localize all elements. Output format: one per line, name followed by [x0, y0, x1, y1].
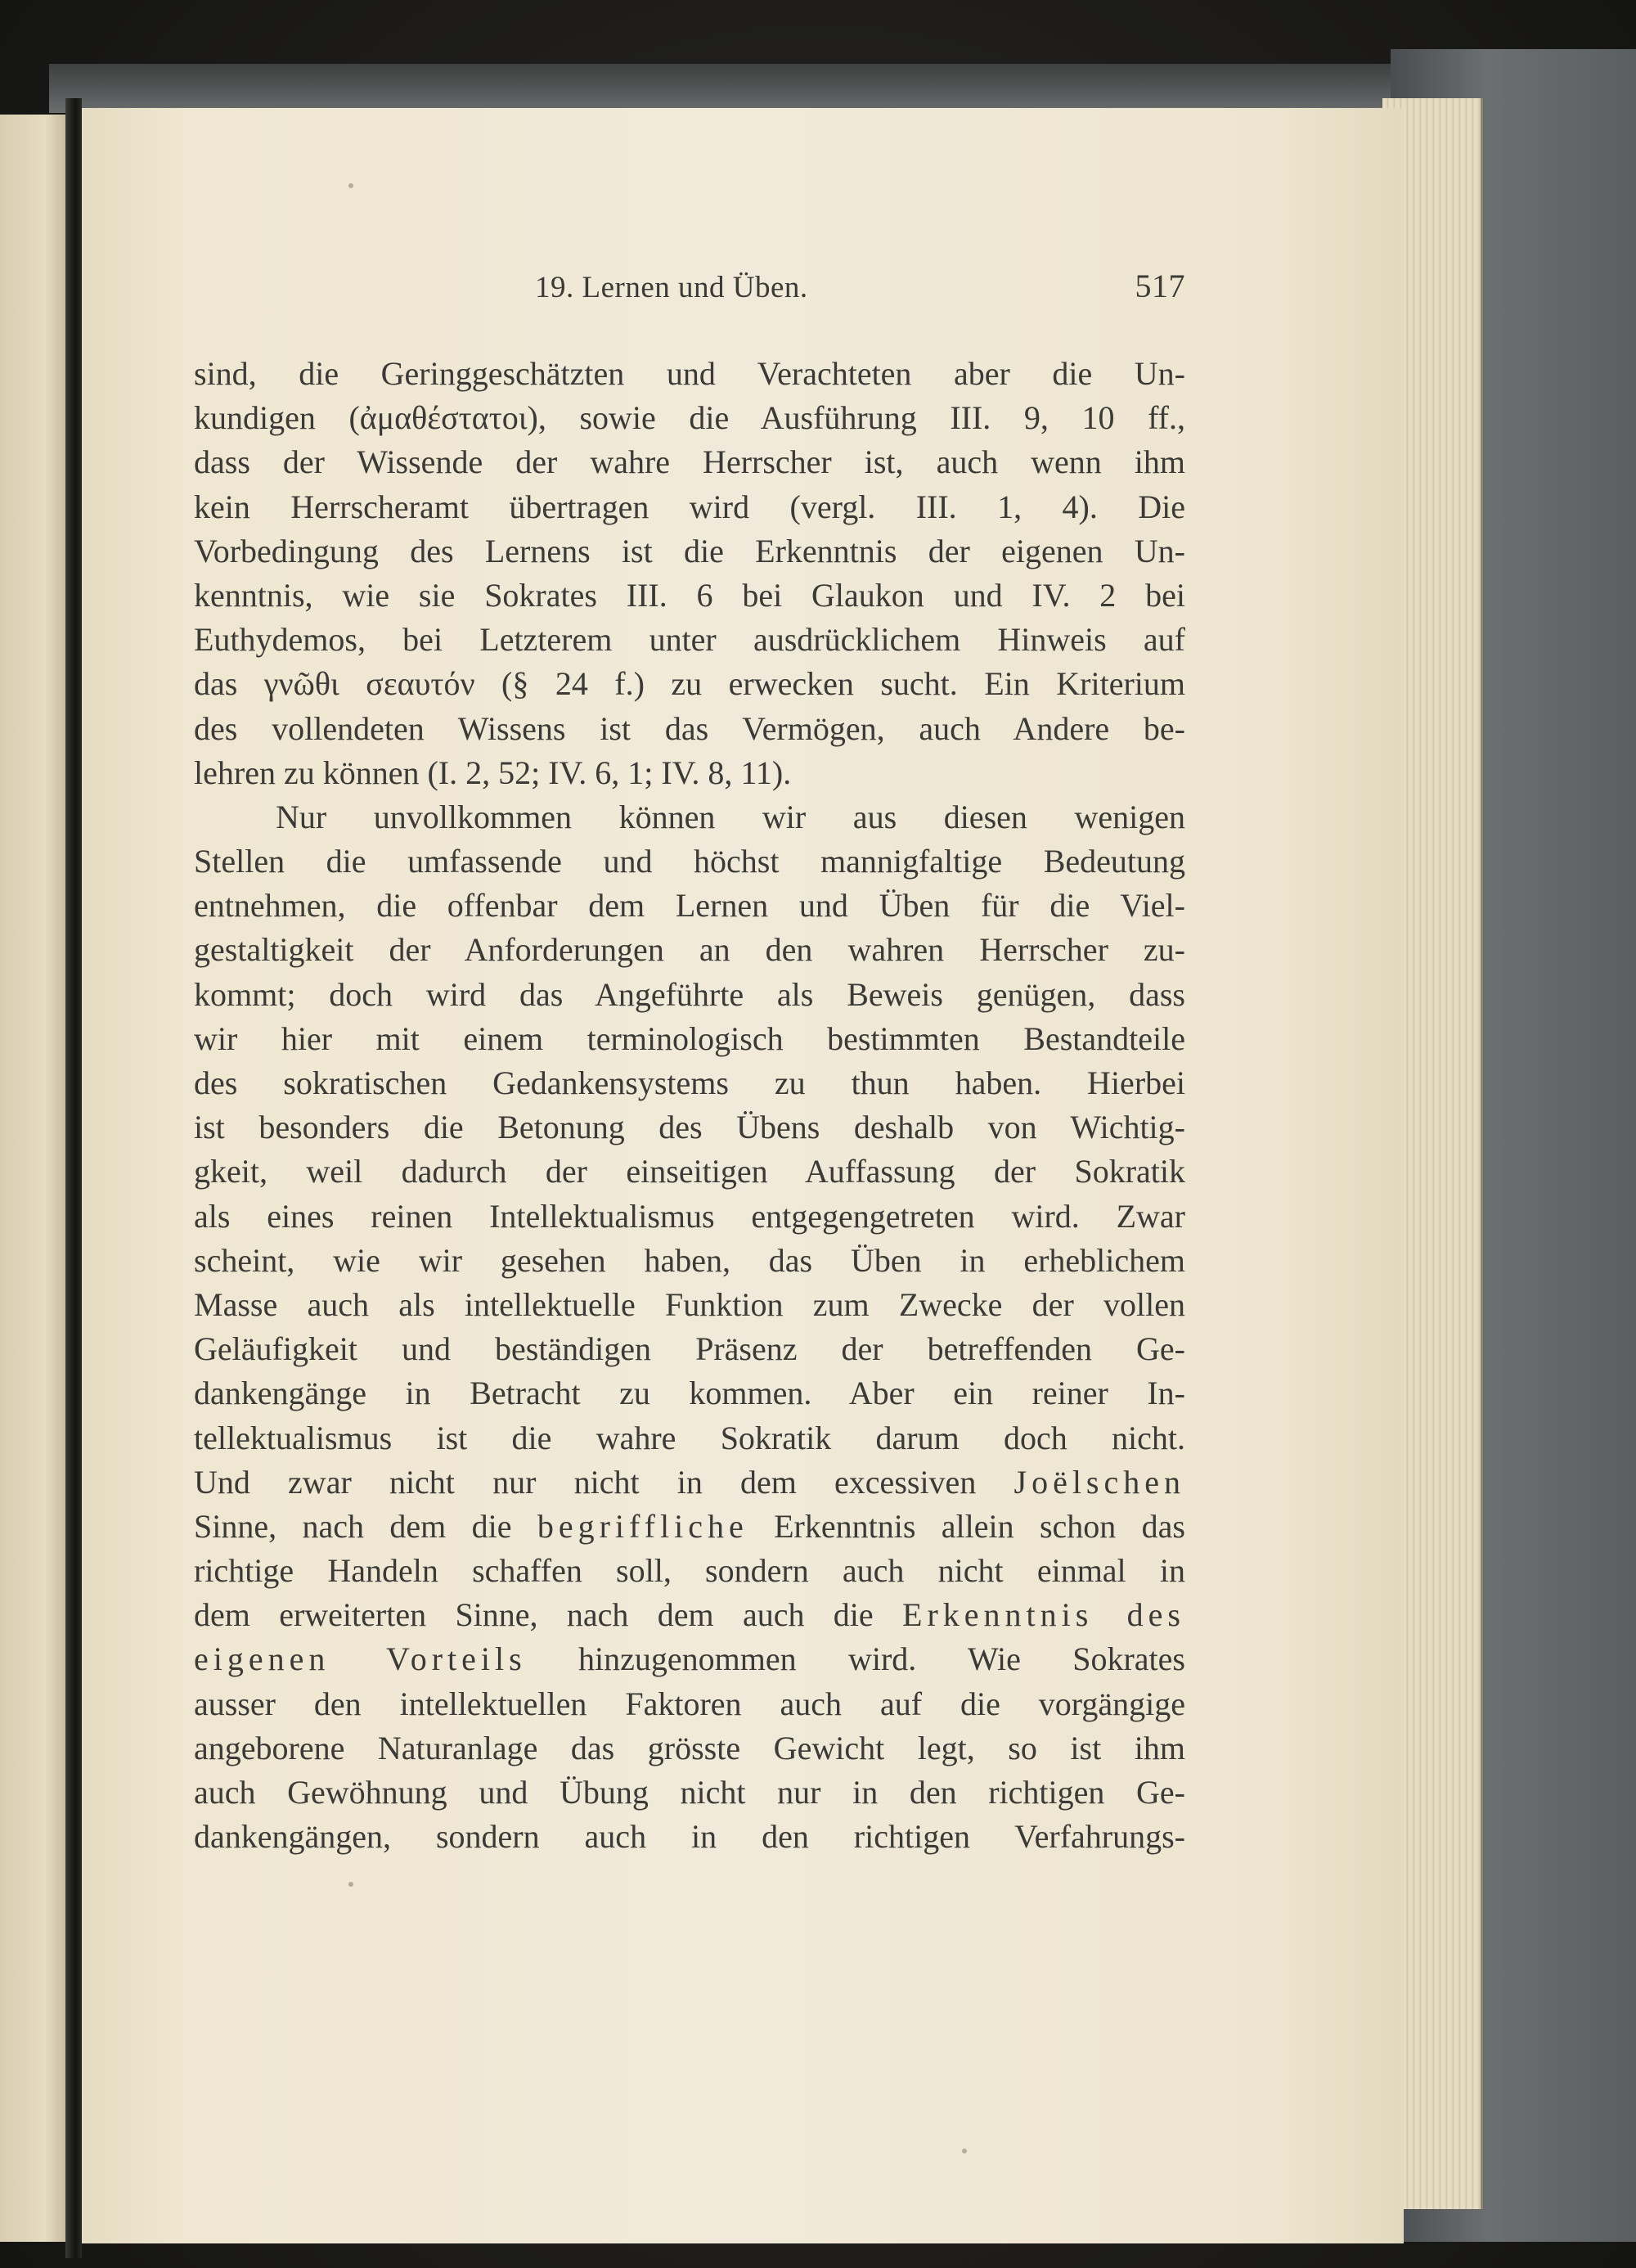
text-line: gkeit, weil dadurch der einseitigen Auffassung der Sokratik [194, 1153, 1185, 1190]
text-line-pre: Und zwar nicht nur nicht in dem excessiven [194, 1463, 977, 1501]
text-line: entnehmen, die offenbar dem Lernen und Üben für die Viel- [194, 887, 1185, 925]
text-line [194, 1593, 1185, 1637]
left-page-edge [0, 115, 75, 2242]
running-head [194, 260, 1185, 309]
text-line: dankengänge in Betracht zu kommen. Aber ein reiner In- [194, 1375, 1185, 1412]
emphasized-name: Joëlschen [1014, 1463, 1186, 1501]
text-line: Euthydemos, bei Letzterem unter ausdrücklichem Hinweis auf [194, 621, 1185, 659]
text-line: kommt; doch wird das Angeführte als Beweis genügen, dass [194, 975, 1185, 1013]
text-line: auch Gewöhnung und Übung nicht nur in den richtigen Ge- [194, 1774, 1185, 1811]
text-line: Nur unvollkommen können wir aus diesen wenigen [276, 798, 1185, 835]
paper-speck [348, 183, 353, 188]
text-line-post: Erkenntnis allein schon das [774, 1507, 1185, 1545]
text-line: dankengängen, sondern auch in den richtigen Verfahrungs- [194, 1818, 1185, 1856]
text-line: ausser den intellektuellen Faktoren auch auf die vorgängige [194, 1685, 1185, 1722]
text-line: gestaltigkeit der Anforderungen an den wahren Herrscher zu- [194, 931, 1185, 969]
text-line-pre: dem erweiterten Sinne, nach dem auch die [194, 1596, 874, 1634]
text-line-post: hinzugenommen wird. Wie Sokrates [578, 1640, 1185, 1678]
text-line-pre: Sinne, nach dem die [194, 1507, 512, 1545]
text-line: Geläufigkeit und beständigen Präsenz der betreffenden Ge- [194, 1330, 1185, 1368]
text-line: des sokratischen Gedankensystems zu thun haben. Hierbei [194, 1064, 1185, 1101]
paper-speck [962, 2149, 967, 2153]
book-cover-top [49, 64, 1603, 113]
text-line: scheint, wie wir gesehen haben, das Üben in erheblichem [194, 1241, 1185, 1279]
text-line: kenntnis, wie sie Sokrates III. 6 bei Glaukon und IV. 2 bei [194, 576, 1185, 614]
text-line: des vollendeten Wissens ist das Vermögen, auch Andere be- [194, 709, 1185, 747]
text-block [194, 260, 1185, 1859]
text-line: Masse auch als intellektuelle Funktion zum Zwecke der vollen [194, 1285, 1185, 1323]
text-line [194, 1505, 1185, 1549]
text-line: sind, die Geringgeschätzten und Verachteten aber die Un- [194, 355, 1185, 392]
text-line [194, 1460, 1185, 1505]
text-line: tellektualismus ist die wahre Sokratik darum doch nicht. [194, 1419, 1185, 1456]
emphasized-term: eigenen Vorteils [194, 1640, 527, 1678]
text-line: angeborene Naturanlage das grösste Gewicht legt, so ist ihm [194, 1729, 1185, 1766]
text-line: Stellen die umfassende und höchst mannigfaltige Bedeutung [194, 843, 1185, 880]
chapter-title: 19. Lernen und Üben. [535, 271, 808, 304]
text-line [194, 1637, 1185, 1681]
text-line: das γνῶθι σεαυτόν (§ 24 f.) zu erwecken sucht. Ein Kriterium [194, 665, 1185, 703]
text-line: kein Herrscheramt übertragen wird (vergl. III. 1, 4). Die [194, 488, 1185, 525]
emphasized-term: Erkenntnis des [902, 1596, 1185, 1634]
emphasized-term: begriffliche [537, 1507, 748, 1545]
paper-speck [348, 1882, 353, 1887]
text-line: ist besonders die Betonung des Übens deshalb von Wichtig- [194, 1109, 1185, 1146]
body-text [194, 352, 1185, 1859]
text-line: als eines reinen Intellektualismus entgegengetreten wird. Zwar [194, 1197, 1185, 1235]
gutter [65, 98, 82, 2258]
text-line: richtige Handeln schaffen soll, sondern auch nicht einmal in [194, 1552, 1185, 1590]
text-line: wir hier mit einem terminologisch bestimmten Bestandteile [194, 1019, 1185, 1057]
page-number: 517 [1135, 268, 1185, 304]
text-line: dass der Wissende der wahre Herrscher ist, auch wenn ihm [194, 443, 1185, 481]
text-line: Vorbedingung des Lernens ist die Erkenntnis der eigenen Un- [194, 532, 1185, 569]
text-line: lehren zu können (I. 2, 52; IV. 6, 1; IV. 8, 11). [194, 754, 792, 791]
text-line: kundigen (ἀμαθέστατοι), sowie die Ausführung III. 9, 10 ff., [194, 399, 1185, 437]
